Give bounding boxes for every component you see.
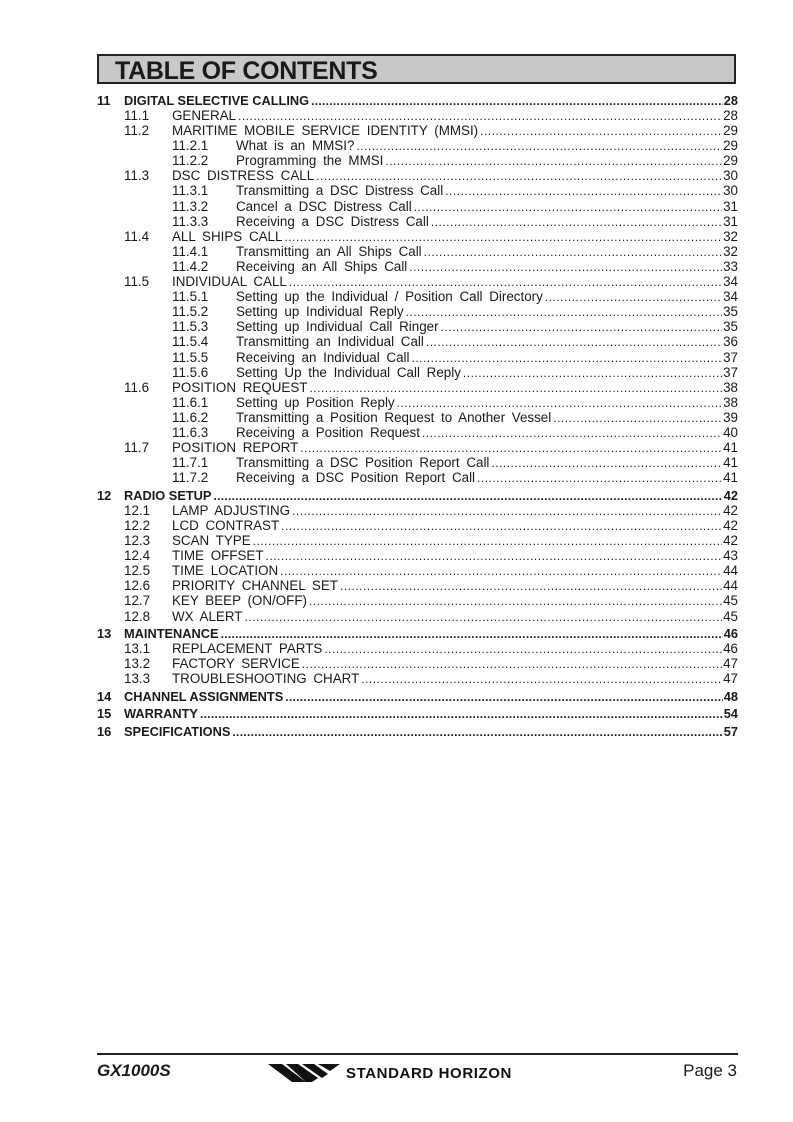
toc-entry-page: 30 [723,183,738,199]
toc-entry-number: 11.5.2 [172,304,209,320]
toc-entry-title: RADIO SETUP [124,487,212,503]
toc-entry-page: 41 [723,470,738,486]
toc-entry-title: POSITION REPORT [172,440,299,456]
toc-entry-title: LCD CONTRAST [172,517,280,533]
toc-entry-number: 12.3 [124,533,151,549]
dot-leader [397,396,722,411]
dot-leader [409,260,722,275]
toc-entry-title: SCAN TYPE [172,533,251,549]
dot-leader [340,579,722,594]
toc-entry-page: 35 [723,304,738,320]
toc-entry-title: Setting up Position Reply [236,394,395,410]
dot-leader [311,94,723,109]
toc-entry-subsection [97,153,738,168]
toc-entry-page: 36 [723,334,738,350]
toc-entry-section [97,440,738,455]
dot-leader [309,594,722,609]
toc-entry-section [97,229,738,244]
toc-entry-section [97,533,738,548]
toc-entry-page: 45 [723,608,738,624]
toc-entry-page: 47 [723,656,738,672]
toc-entry-number: 11.5 [124,274,150,290]
toc-entry-subsection [97,455,738,470]
toc-entry-title: MAINTENANCE [124,626,219,642]
toc-entry-number: 11.4.2 [172,258,209,274]
toc-entry-page: 29 [723,153,738,169]
dot-leader [213,489,722,504]
toc-entry-page: 42 [723,487,738,503]
toc-entry-title: Transmitting a DSC Position Report Call [236,455,490,471]
toc-entry-subsection [97,319,738,334]
toc-entry-chapter [97,626,738,641]
toc-entry-section [97,108,738,123]
toc-entry-page: 38 [723,394,738,410]
toc-entry-page: 40 [723,424,738,440]
toc-entry-section [97,380,738,395]
toc-entry-number: 11.6.3 [172,424,209,440]
toc-entry-title: Transmitting an All Ships Call [236,243,422,259]
dot-leader [356,139,722,154]
toc-entry-number: 11.5.3 [172,319,209,335]
toc-entry-title: Receiving an Individual Call [236,349,410,365]
toc-entry-title: CHANNEL ASSIGNMENTS [124,688,284,704]
toc-entry-page: 44 [723,578,738,594]
toc-entry-page: 37 [723,364,738,380]
toc-entry-title: Programming the MMSI [236,153,384,169]
toc-entry-subsection [97,334,738,349]
toc-entry-chapter [97,706,738,721]
toc-entry-title: REPLACEMENT PARTS [172,641,323,657]
toc-entry-number: 15 [97,706,112,722]
toc-entry-subsection [97,289,738,304]
toc-entry-number: 11.2.2 [172,153,209,169]
toc-entry-number: 13.2 [124,656,151,672]
toc-entry-page: 57 [723,723,738,739]
page-number: Page 3 [683,1061,737,1080]
dot-leader [285,690,723,705]
toc-entry-subsection [97,470,738,485]
toc-entry-section [97,609,738,624]
toc-entry-title: WARRANTY [124,706,198,722]
toc-entry-number: 12.8 [124,608,151,624]
dot-leader [385,154,722,169]
toc-entry-page: 42 [723,517,738,533]
toc-entry-title: Receiving a DSC Position Report Call [236,470,476,486]
toc-entry-page: 44 [723,563,738,579]
dot-leader [445,184,722,199]
toc-entry-section [97,671,738,686]
standard-horizon-logo [268,1062,512,1084]
dot-leader [477,471,722,486]
dot-leader [253,534,722,549]
toc-entry-subsection [97,214,738,229]
footer-divider [97,1053,738,1055]
dot-leader [491,456,722,471]
brand-name: STANDARD HORIZON [346,1064,512,1082]
toc-entry-page: 42 [723,533,738,549]
toc-entry-number: 11.5.4 [172,334,209,350]
toc-entry-number: 13.3 [124,671,151,687]
toc-entry-section [97,274,738,289]
toc-entry-page: 32 [723,228,738,244]
toc-entry-number: 12.6 [124,578,151,594]
toc-entry-section [97,123,738,138]
toc-entry-subsection [97,410,738,425]
toc-entry-page: 46 [723,641,738,657]
toc-entry-number: 11.4.1 [172,243,209,259]
toc-entry-page: 34 [723,289,738,305]
toc-entry-subsection [97,350,738,365]
toc-entry-chapter [97,93,738,108]
toc-entry-chapter [97,689,738,704]
toc-entry-subsection [97,425,738,440]
toc-entry-subsection [97,395,738,410]
toc-entry-page: 32 [723,243,738,259]
dot-leader [300,441,722,456]
brand-logo-mark-icon [268,1062,340,1084]
toc-entry-page: 39 [723,409,738,425]
toc-entry-number: 11 [97,93,111,108]
dot-leader [221,627,723,642]
toc-entry-title: TIME LOCATION [172,563,279,579]
toc-entry-page: 42 [723,502,738,518]
toc-entry-subsection [97,199,738,214]
toc-entry-number: 11.2.1 [172,138,209,154]
toc-entry-title: Setting up the Individual / Position Call Directory [236,289,543,305]
toc-entry-title: INDIVIDUAL CALL [172,274,287,290]
toc-entry-page: 34 [723,274,738,290]
toc-entry-title: ALL SHIPS CALL [172,228,283,244]
dot-leader [302,657,722,672]
toc-entry-subsection [97,365,738,380]
toc-entry-page: 41 [723,455,738,471]
toc-entry-page: 30 [723,168,738,184]
dot-leader [406,305,723,320]
toc-entry-number: 11.7.1 [172,455,209,471]
toc-entry-section [97,641,738,656]
dot-leader [441,320,723,335]
toc-entry-title: Setting up Individual Call Ringer [236,319,439,335]
toc-entry-title: Receiving a DSC Distress Call [236,213,429,229]
toc-entry-section [97,578,738,593]
toc-entry-page: 28 [723,108,738,123]
toc-entry-page: 31 [723,198,738,214]
toc-entry-section [97,593,738,608]
dot-leader [292,504,722,519]
toc-entry-page: 41 [723,440,738,456]
toc-entry-number: 11.6.2 [172,409,209,425]
toc-entry-subsection [97,244,738,259]
dot-leader [424,245,722,260]
dot-leader [281,519,722,534]
toc-entry-title: DSC DISTRESS CALL [172,168,315,184]
dot-leader [200,707,723,722]
toc-entry-title: TROUBLESHOOTING CHART [172,671,360,687]
toc-entry-title: KEY BEEP (ON/OFF) [172,593,307,609]
toc-entry-number: 11.3.1 [172,183,209,199]
toc-entry-number: 13.1 [124,641,151,657]
dot-leader [412,351,723,366]
toc-entry-page: 48 [723,688,738,704]
footer-model-name: GX1000S [97,1061,171,1080]
toc-entry-number: 11.3 [124,168,150,184]
toc-entry-number: 12.5 [124,563,151,579]
toc-entry-section [97,563,738,578]
dot-leader [232,725,722,740]
toc-entry-page: 35 [723,319,738,335]
toc-entry-section [97,656,738,671]
toc-entry-title: DIGITAL SELECTIVE CALLING [124,93,310,108]
dot-leader [280,564,722,579]
toc-title-bar [97,54,736,84]
toc-entry-title: FACTORY SERVICE [172,656,300,672]
toc-entry-title: Setting Up the Individual Call Reply [236,364,461,380]
toc-entry-section [97,518,738,533]
toc-entry-number: 14 [97,688,112,704]
toc-entry-number: 12.4 [124,548,151,564]
dot-leader [426,335,722,350]
toc-entry-subsection [97,304,738,319]
toc-entry-title: WX ALERT [172,608,243,624]
dot-leader [316,169,722,184]
toc-entry-page: 46 [723,626,738,642]
toc-entry-title: SPECIFICATIONS [124,723,231,739]
toc-entry-title: TIME OFFSET [172,548,264,564]
dot-leader [289,275,722,290]
toc-entry-title: PRIORITY CHANNEL SET [172,578,338,594]
toc-entry-section [97,548,738,563]
toc-entry-number: 11.1 [124,108,150,123]
dot-leader [361,672,722,687]
dot-leader [238,109,722,124]
toc-entry-number: 11.3.3 [172,213,209,229]
toc-entry-title: MARITIME MOBILE SERVICE IDENTITY (MMSI) [172,123,479,139]
dot-leader [266,549,723,564]
dot-leader [553,411,722,426]
toc-entry-chapter [97,488,738,503]
table-of-contents [97,93,738,739]
toc-entry-number: 11.6 [124,379,150,395]
toc-entry-page: 29 [723,138,738,154]
toc-entry-title: Transmitting a Position Request to Another Vessel [236,409,552,425]
dot-leader [244,610,722,625]
toc-entry-subsection [97,138,738,153]
dot-leader [463,366,722,381]
toc-entry-number: 11.2 [124,123,150,139]
toc-entry-title: Transmitting a DSC Distress Call [236,183,444,199]
toc-entry-page: 43 [723,548,738,564]
toc-entry-page: 28 [723,93,738,108]
toc-entry-title: What is an MMSI? [236,138,355,154]
toc-entry-number: 11.6.1 [172,394,209,410]
toc-entry-number: 11.3.2 [172,198,209,214]
toc-entry-number: 11.4 [124,228,150,244]
toc-entry-title: GENERAL [172,108,236,123]
toc-entry-section [97,168,738,183]
toc-entry-title: Transmitting an Individual Call [236,334,424,350]
toc-entry-number: 16 [97,723,112,739]
dot-leader [284,230,722,245]
dot-leader [431,215,722,230]
toc-entry-subsection [97,183,738,198]
toc-entry-title: Receiving an All Ships Call [236,258,408,274]
toc-entry-number: 12.7 [124,593,151,609]
page-title: TABLE OF CONTENTS [115,57,378,85]
toc-entry-section [97,503,738,518]
toc-entry-number: 12.1 [124,502,151,518]
toc-entry-number: 13 [97,626,112,642]
toc-entry-title: Cancel a DSC Distress Call [236,198,412,214]
toc-entry-number: 11.7.2 [172,470,209,486]
toc-entry-page: 31 [723,213,738,229]
toc-entry-number: 11.5.6 [172,364,209,380]
toc-entry-page: 33 [723,258,738,274]
toc-entry-page: 29 [723,123,738,139]
toc-entry-title: POSITION REQUEST [172,379,308,395]
dot-leader [480,124,722,139]
toc-entry-number: 11.5.1 [172,289,209,305]
dot-leader [422,426,722,441]
toc-entry-number: 11.7 [124,440,150,456]
toc-entry-chapter [97,724,738,739]
toc-entry-page: 37 [723,349,738,365]
toc-entry-title: Setting up Individual Reply [236,304,404,320]
toc-entry-title: LAMP ADJUSTING [172,502,291,518]
toc-entry-page: 54 [723,706,738,722]
toc-entry-number: 11.5.5 [172,349,209,365]
toc-entry-page: 47 [723,671,738,687]
dot-leader [324,642,722,657]
toc-entry-number: 12 [97,487,112,503]
toc-entry-page: 38 [723,379,738,395]
toc-entry-title: Receiving a Position Request [236,424,420,440]
toc-entry-subsection [97,259,738,274]
toc-entry-page: 45 [723,593,738,609]
dot-leader [545,290,722,305]
toc-entry-number: 12.2 [124,517,151,533]
dot-leader [309,381,722,396]
dot-leader [414,200,722,215]
